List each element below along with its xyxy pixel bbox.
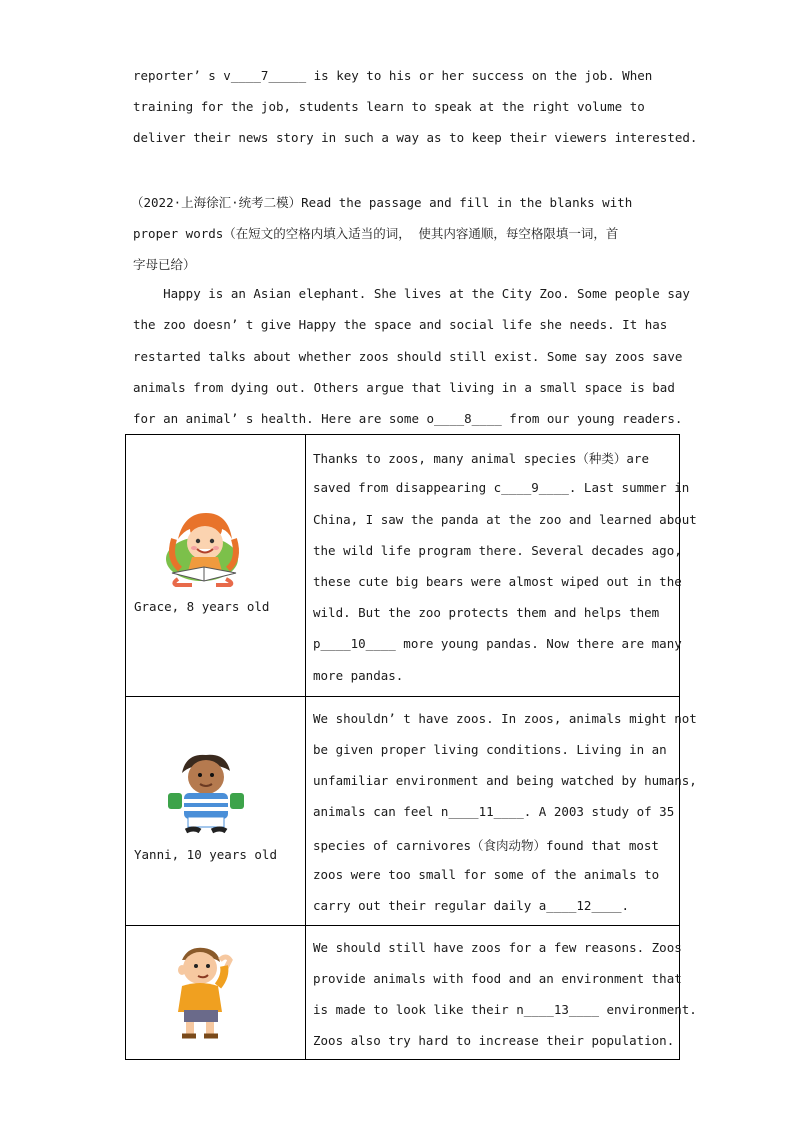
opinion-line: China, I saw the panda at the zoo and learned about — [313, 512, 697, 527]
table-row-yanni — [126, 697, 697, 926]
exam-heading-line-2: proper words（在短文的空格内填入适当的词， 使其内容通顺，每空格限填一词，首 — [133, 226, 619, 241]
passage-line-3: restarted talks about whether zoos should still exist. Some say zoos save — [133, 349, 683, 364]
opinion-line: animals can feel n____11____. A 2003 study of 35 — [313, 804, 675, 819]
passage-line-2: the zoo doesn’ t give Happy the space and social life she needs. It has — [133, 317, 668, 332]
table-row-grace — [126, 435, 697, 697]
student-caption-yanni: Yanni, 10 years old — [134, 847, 277, 862]
passage-line-1: Happy is an Asian elephant. She lives at the City Zoo. Some people say — [133, 286, 690, 301]
opinion-line: the wild life program there. Several decades ago, — [313, 543, 682, 558]
opinion-line: Zoos also try hard to increase their population. — [313, 1033, 675, 1048]
intro-line-3: deliver their news story in such a way as to keep their viewers interested. — [133, 130, 698, 145]
opinion-line: carry out their regular daily a____12____. — [313, 898, 630, 913]
opinion-line: be given proper living conditions. Living in an — [313, 742, 667, 757]
student-caption-grace: Grace, 8 years old — [134, 599, 270, 614]
exam-heading-line-1: （2022·上海徐汇·统考二模）Read the passage and fill in the blanks with — [131, 195, 633, 210]
opinion-line: these cute big bears were almost wiped out in the — [313, 574, 682, 589]
opinion-line: more pandas. — [313, 668, 404, 683]
opinion-line: zoos were too small for some of the animals to — [313, 867, 660, 882]
opinion-line: wild. But the zoo protects them and helps them — [313, 605, 660, 620]
table-row-third — [126, 926, 697, 1061]
opinion-line: species of carnivores（食肉动物）found that most — [313, 838, 659, 853]
opinion-line: We shouldn’ t have zoos. In zoos, animals might not — [313, 711, 697, 726]
passage-line-4: animals from dying out. Others argue that living in a small space is bad — [133, 380, 675, 395]
opinion-line: Thanks to zoos, many animal species（种类）are — [313, 451, 649, 466]
opinion-line: is made to look like their n____13____ environment. — [313, 1002, 697, 1017]
passage-line-5: for an animal’ s health. Here are some o____8____ from our young readers. — [133, 411, 683, 426]
opinion-line: saved from disappearing c____9____. Last summer in — [313, 480, 690, 495]
boy-backpack-icon — [160, 753, 250, 837]
boy-thinking-icon — [160, 946, 246, 1040]
exam-heading-line-3: 字母已给） — [133, 257, 196, 272]
opinion-line: p____10____ more young pandas. Now there are many — [313, 636, 682, 651]
opinion-line: We should still have zoos for a few reasons. Zoos — [313, 940, 682, 955]
opinion-line: unfamiliar environment and being watched by humans, — [313, 773, 697, 788]
opinions-table — [125, 434, 697, 1060]
girl-reading-icon — [164, 509, 246, 587]
intro-line-1: reporter’ s v____7_____ is key to his or her success on the job. When — [133, 68, 653, 83]
intro-line-2: training for the job, students learn to speak at the right volume to — [133, 99, 645, 114]
opinion-line: provide animals with food and an environment that — [313, 971, 682, 986]
